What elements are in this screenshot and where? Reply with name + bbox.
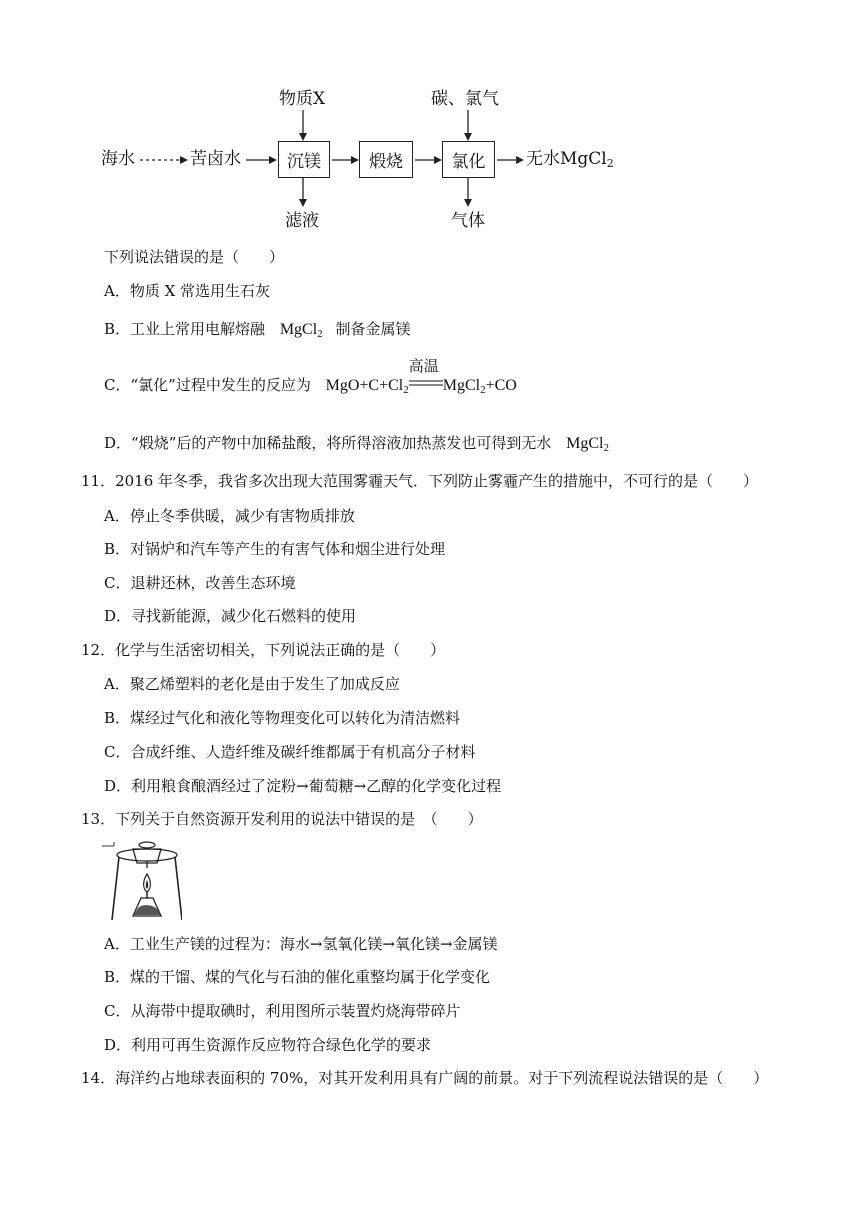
flow-filtrate: 滤液	[285, 211, 319, 231]
q12-option-d: D．利用粮食酿酒经过了淀粉→葡萄糖→乙醇的化学变化过程	[104, 777, 502, 795]
q10-option-b: B．工业上常用电解熔融 MgCl$_2$ 制备金属镁	[104, 320, 411, 340]
down-arrow-icon	[461, 178, 475, 208]
q12-option-b: B．煤经过气化和液化等物理变化可以转化为清洁燃料	[104, 709, 461, 727]
q11-option-d: D．寻找新能源，减少化石燃料的使用	[104, 607, 357, 625]
crucible-tripod-illustration	[100, 838, 182, 922]
flow-gas: 气体	[451, 211, 485, 231]
q11-option-a: A．停止冬季供暖，减少有害物质排放	[104, 507, 355, 525]
q13-option-b: B．煤的干馏、煤的气化与石油的催化重整均属于化学变化	[104, 968, 491, 986]
flow-seawater: 海水	[101, 149, 135, 169]
flow-box-chlorinate: 氯化	[442, 141, 495, 178]
q12-option-c: C．合成纤维、人造纤维及碳纤维都属于有机高分子材料	[104, 743, 476, 761]
arrow-icon	[495, 150, 525, 170]
q13-option-d: D．利用可再生资源作反应物符合绿色化学的要求	[104, 1036, 432, 1054]
q11-option-c: C．退耕还林，改善生态环境	[104, 574, 296, 592]
q12-stem: 12．化学与生活密切相关，下列说法正确的是（ ）	[81, 641, 446, 659]
flow-brine: 苦卤水	[190, 149, 241, 169]
reaction-condition: 高温	[409, 375, 443, 395]
flow-product: 无水MgCl$_2$	[526, 149, 614, 170]
equals-sign-icon	[409, 380, 443, 386]
flow-input-carbon: 碳、氯气	[431, 89, 499, 109]
flow-box-precipitate: 沉镁	[278, 141, 330, 178]
down-arrow-icon	[296, 178, 310, 208]
arrow-icon	[413, 150, 443, 170]
down-arrow-icon	[296, 110, 310, 142]
q10-option-d: D．“煅烧”后的产物中加稀盐酸，将所得溶液加热蒸发也可得到无水 MgCl$_2$	[104, 434, 609, 454]
q11-option-b: B．对锅炉和汽车等产生的有害气体和烟尘进行处理	[104, 540, 446, 558]
q13-stem: 13．下列关于自然资源开发利用的说法中错误的是 （ ）	[81, 810, 483, 828]
q14-stem: 14．海洋约占地球表面积的 70%，对其开发利用具有广阔的前景。对于下列流程说法错误的是（ ）	[81, 1069, 769, 1087]
arrow-icon	[244, 150, 278, 170]
q11-stem: 11．2016 年冬季，我省多次出现大范围雾霾天气．下列防止雾霾产生的措施中，不可行的是（ ）	[81, 472, 759, 490]
q10-option-a: A．物质 X 常选用生石灰	[104, 282, 271, 300]
flow-box-calcine: 煅烧	[359, 141, 413, 178]
dotted-arrow-icon	[138, 150, 190, 170]
q10-stem: 下列说法错误的是（ ）	[104, 248, 285, 266]
q13-option-a: A．工业生产镁的过程为：海水→氢氧化镁→氧化镁→金属镁	[104, 935, 498, 953]
arrow-icon	[330, 150, 360, 170]
q12-option-a: A．聚乙烯塑料的老化是由于发生了加成反应	[104, 675, 400, 693]
q13-option-c: C．从海带中提取碘时，利用图所示装置灼烧海带碎片	[104, 1002, 461, 1020]
q10-option-c: C．“氯化”过程中发生的反应为 $MgO+C+Cl_2$ 高温 MgCl$_2$+CO	[104, 357, 517, 396]
down-arrow-icon	[461, 110, 475, 142]
flow-input-x: 物质X	[279, 89, 326, 109]
